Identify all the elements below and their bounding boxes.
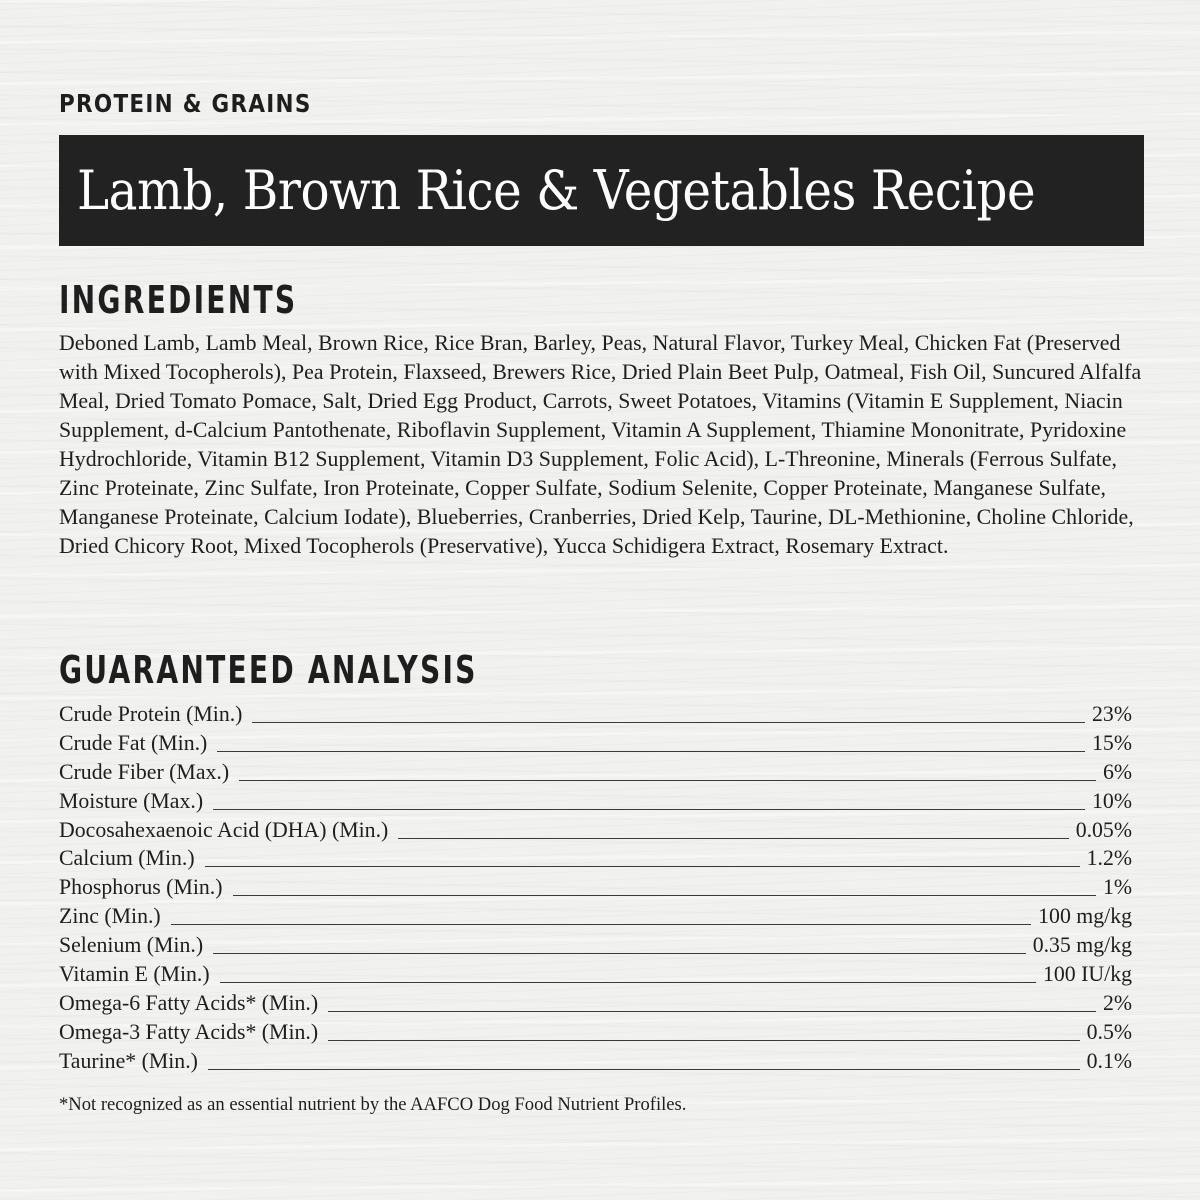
analysis-label: Crude Fiber (Max.) <box>59 759 230 784</box>
guaranteed-analysis-table <box>59 700 1132 1076</box>
analysis-value: 100 mg/kg <box>1038 904 1132 929</box>
analysis-row <box>59 700 1132 729</box>
analysis-row <box>59 758 1132 787</box>
analysis-label: Moisture (Max.) <box>59 788 204 813</box>
analysis-value: 10% <box>1092 788 1132 813</box>
leader-line <box>217 751 1085 752</box>
analysis-label: Taurine* (Min.) <box>59 1048 198 1073</box>
leader-line <box>233 895 1096 896</box>
analysis-label: Phosphorus (Min.) <box>59 875 223 900</box>
ingredients-heading: INGREDIENTS <box>59 278 298 322</box>
analysis-row <box>59 989 1132 1018</box>
analysis-value: 1% <box>1102 875 1132 900</box>
analysis-row <box>59 931 1132 960</box>
leader-line <box>213 953 1026 954</box>
footnote: *Not recognized as an essential nutrient by the AAFCO Dog Food Nutrient Profiles. <box>59 1094 687 1115</box>
analysis-row <box>59 1018 1132 1047</box>
leader-line <box>220 982 1036 983</box>
analysis-value: 1.2% <box>1086 846 1132 871</box>
analysis-value: 0.35 mg/kg <box>1032 933 1132 958</box>
analysis-row <box>59 816 1132 845</box>
leader-line <box>328 1040 1079 1041</box>
category-eyebrow: PROTEIN & GRAINS <box>59 89 312 118</box>
leader-line <box>208 1069 1080 1070</box>
analysis-row <box>59 873 1132 902</box>
analysis-label: Omega-6 Fatty Acids* (Min.) <box>59 990 319 1015</box>
analysis-row <box>59 902 1132 931</box>
analysis-value: 0.05% <box>1075 817 1132 842</box>
nutrition-label <box>59 0 1144 1200</box>
analysis-value: 100 IU/kg <box>1043 962 1132 987</box>
guaranteed-analysis-heading: GUARANTEED ANALYSIS <box>59 648 478 692</box>
analysis-label: Omega-3 Fatty Acids* (Min.) <box>59 1019 319 1044</box>
analysis-label: Zinc (Min.) <box>59 904 161 929</box>
analysis-row <box>59 729 1132 758</box>
analysis-label: Calcium (Min.) <box>59 846 195 871</box>
analysis-label: Crude Fat (Min.) <box>59 730 208 755</box>
analysis-label: Docosahexaenoic Acid (DHA) (Min.) <box>59 817 389 842</box>
analysis-row <box>59 960 1132 989</box>
leader-line <box>205 866 1080 867</box>
analysis-value: 0.1% <box>1086 1048 1132 1073</box>
title-banner <box>59 135 1144 246</box>
analysis-value: 2% <box>1102 990 1132 1015</box>
analysis-row <box>59 787 1132 816</box>
analysis-label: Selenium (Min.) <box>59 933 204 958</box>
analysis-value: 23% <box>1092 702 1132 726</box>
analysis-value: 0.5% <box>1086 1019 1132 1044</box>
analysis-value: 15% <box>1092 730 1132 755</box>
analysis-row <box>59 1047 1132 1076</box>
leader-line <box>252 722 1085 723</box>
ingredients-list: Deboned Lamb, Lamb Meal, Brown Rice, Rice Bran, Barley, Peas, Natural Flavor, Turkey Meal, Chicken Fat (Preserved with Mixed Tocopherols), Pea Protein, Flaxseed, Brewers Rice, Dried Plain Beet Pulp, Oatmeal, Fish Oil, Suncured Alfalfa Meal, Dried Tomato Pomace, Salt, Dried Egg Product, Carrots, Sweet Potatoes, Vitamins (Vitamin E Supplement, Niacin Supplement, d-Calcium Pantothenate, Riboflavin Supplement, Vitamin A Supplement, Thiamine Mononitrate, Pyridoxine Hydrochloride, Vitamin B12 Supplement, Vitamin D3 Supplement, Folic Acid), L-Threonine, Minerals (Ferrous Sulfate, Zinc Proteinate, Zinc Sulfate, Iron Proteinate, Copper Sulfate, Sodium Selenite, Copper Proteinate, Manganese Sulfate, Manganese Proteinate, Calcium Iodate), Blueberries, Cranberries, Dried Kelp, Taurine, DL-Methionine, Choline Chloride, Dried Chicory Root, Mixed Tocopherols (Preservative), Yucca Schidigera Extract, Rosemary Extract. <box>59 331 1142 558</box>
analysis-label: Vitamin E (Min.) <box>59 962 210 987</box>
leader-line <box>239 780 1096 781</box>
leader-line <box>213 809 1085 810</box>
leader-line <box>171 924 1031 925</box>
analysis-row <box>59 844 1132 873</box>
analysis-label: Crude Protein (Min.) <box>59 702 243 726</box>
recipe-title: Lamb, Brown Rice & Vegetables Recipe <box>77 158 1036 222</box>
analysis-value: 6% <box>1102 759 1132 784</box>
leader-line <box>328 1011 1096 1012</box>
leader-line <box>398 838 1068 839</box>
